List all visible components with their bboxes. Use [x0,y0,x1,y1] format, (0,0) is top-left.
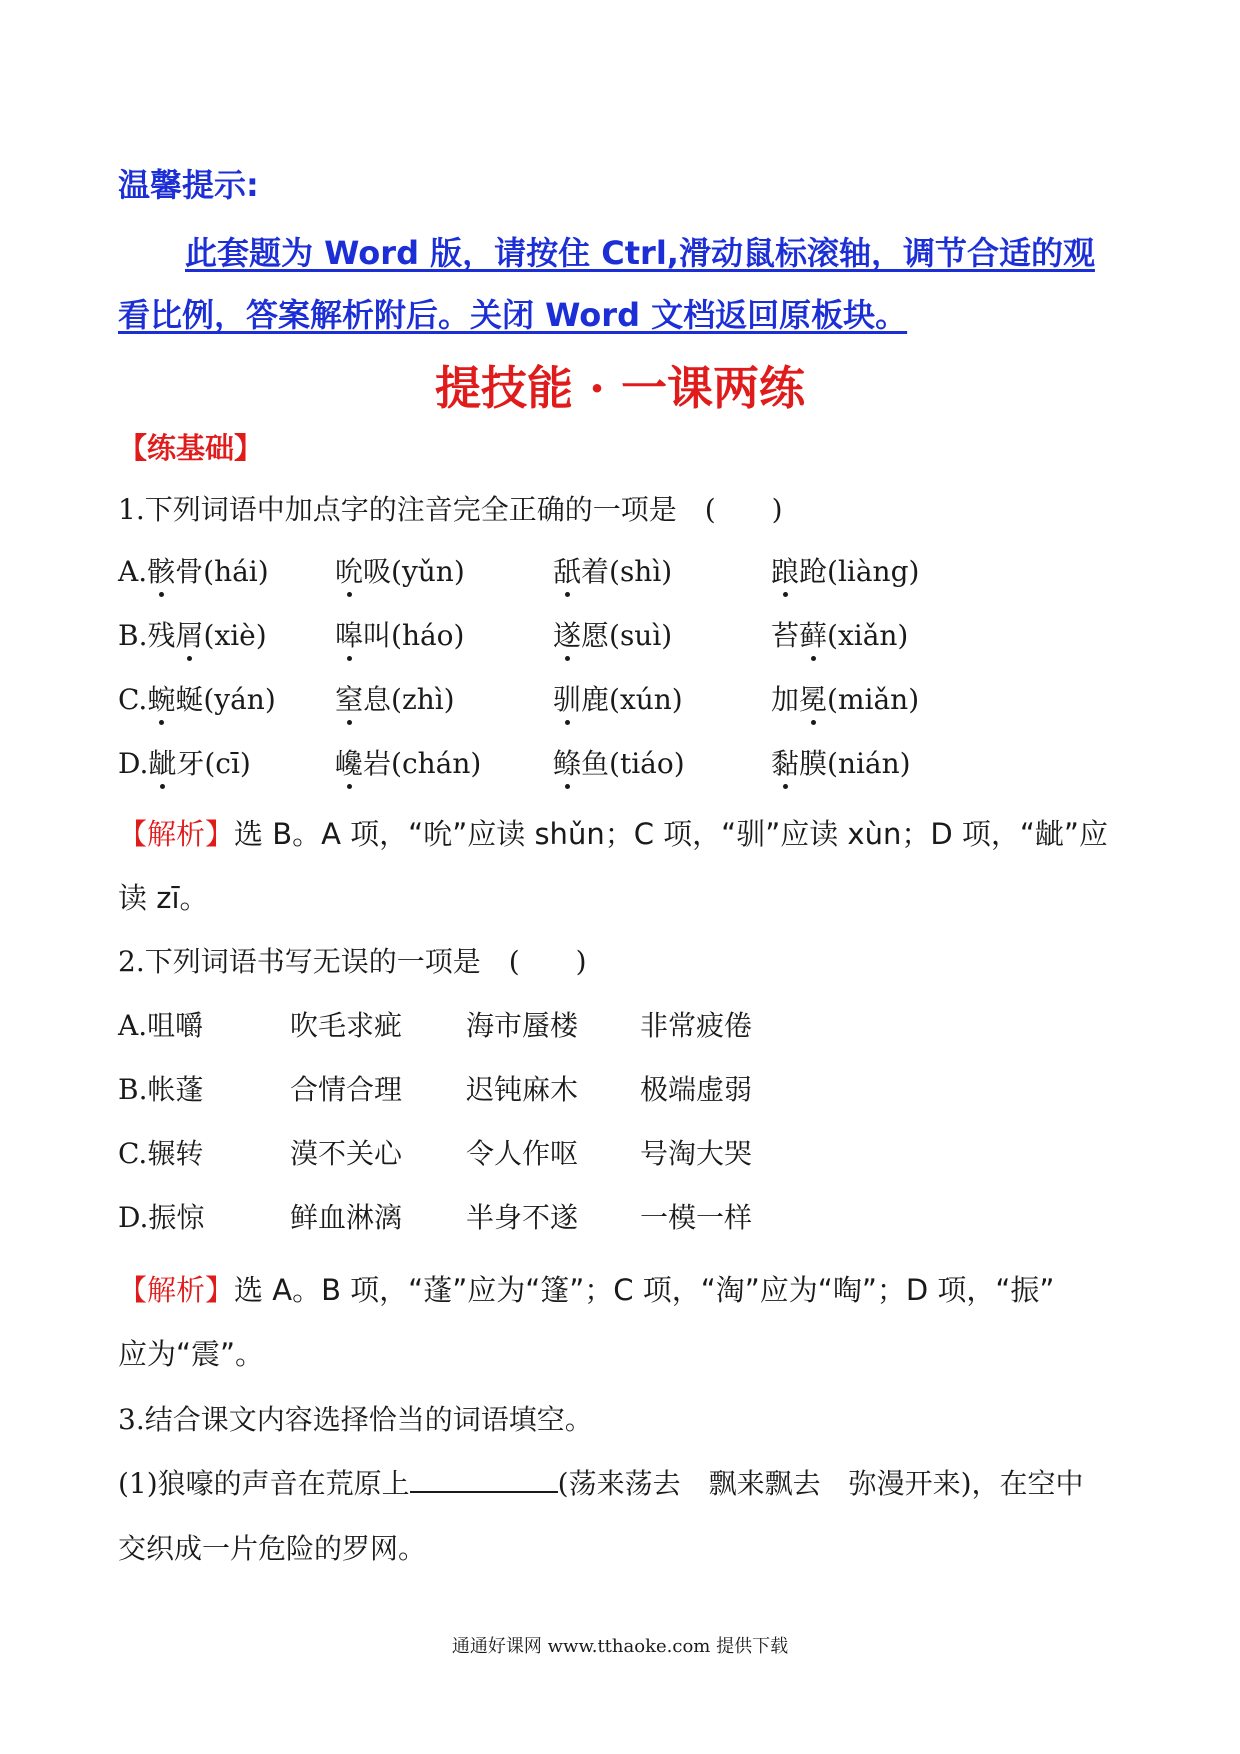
q2-option-c-word-3 [466,1132,578,1172]
word-suffix: 膜(nián) [799,747,911,780]
question-2-stem: 2.下列词语书写无误的一项是 ( ) [118,945,587,978]
q2-option-a-word-2 [290,1004,402,1044]
option-word: 一模一样 [640,1201,753,1234]
dotted-character: 蜿 [147,678,175,718]
question-1-stem: 1.下列词语中加点字的注音完全正确的一项是 ( ) [118,493,783,526]
q2-option-b-word-1 [118,1068,204,1108]
option-word: 辗转 [147,1137,204,1170]
dotted-character: 冕 [799,678,827,718]
word-suffix: 着(shì) [581,555,673,588]
dotted-character: 驯 [553,678,581,718]
q2-option-a-word-1 [118,1004,203,1044]
word-suffix: 鱼(tiáo) [581,747,685,780]
answer-blank [410,1465,558,1493]
dotted-character: 黏 [771,742,799,782]
option-label: B. [118,1073,148,1106]
q1-option-c-word-1 [118,678,276,718]
option-word: 漠不关心 [290,1137,403,1170]
q1-option-c-word-3 [553,678,683,718]
dotted-character: 舐 [553,550,581,590]
question-1-analysis-line-2: 读 zī。 [118,881,209,915]
question-3-stem: 3.结合课文内容选择恰当的词语填空。 [118,1403,593,1436]
dotted-character: 巉 [335,742,363,782]
q1-option-b-word-1 [118,614,267,654]
option-label: C. [118,1137,148,1170]
question-2-analysis-line-2: 应为“震”。 [118,1337,265,1371]
analysis-tag: 【解析】 [118,817,235,851]
option-word: 迟钝麻木 [466,1073,579,1106]
q1-option-d-word-2 [335,742,481,782]
analysis-tag: 【解析】 [118,1273,235,1307]
q2-option-b-word-2 [290,1068,402,1108]
word-suffix: 吸(yǔn) [363,555,465,588]
q1-option-b-word-3 [553,614,672,654]
analysis-text: 选 B。A 项，“吮”应读 shǔn；C 项，“驯”应读 xùn；D 项，“龇”应 [234,817,1108,851]
q2-option-b-word-3 [466,1068,578,1108]
sub-1-prefix: (1)狼嚎的声音在荒原上 [118,1467,410,1500]
dotted-character: 踉 [771,550,799,590]
dotted-character: 屑 [176,614,204,654]
option-word: 极端虚弱 [640,1073,753,1106]
option-word: 非常疲倦 [640,1009,753,1042]
word-suffix: (xiǎn) [827,619,909,652]
option-label: D. [118,747,149,780]
option-label: A. [118,555,148,588]
q2-option-d-word-3 [466,1196,578,1236]
question-3-sub-1 [118,1462,1084,1502]
word-suffix: 牙(cī) [176,747,251,780]
dotted-character: 藓 [799,614,827,654]
option-label: A. [118,1009,148,1042]
dotted-character: 骸 [147,550,175,590]
q2-option-c-word-4 [640,1132,752,1172]
q1-option-a-word-4 [771,550,919,590]
word-suffix: 蜒(yán) [175,683,276,716]
dotted-character: 龇 [148,742,176,782]
q2-option-a-word-4 [640,1004,752,1044]
footer: 通通好课网 www.tthaoke.com 提供下载 [451,1636,789,1657]
option-label: B. [118,619,148,652]
option-word: 号淘大哭 [640,1137,753,1170]
q1-option-c-word-2 [335,678,455,718]
dotted-character: 鲦 [553,742,581,782]
q2-option-a-word-3 [466,1004,578,1044]
word-suffix: 岩(chán) [363,747,482,780]
question-3-sub-1-line-2: 交织成一片危险的罗网。 [118,1532,427,1565]
word-suffix: 鹿(xún) [581,683,683,716]
q1-option-c-word-4 [771,678,919,718]
dotted-character: 嗥 [335,614,363,654]
q1-option-d-word-1 [118,742,251,782]
q1-option-a-word-2 [335,550,465,590]
option-word: 帐蓬 [147,1073,204,1106]
word-prefix: 残 [147,619,176,652]
word-suffix: 叫(háo) [363,619,465,652]
q2-option-d-word-4 [640,1196,752,1236]
dotted-character: 吮 [335,550,363,590]
section-label: 【练基础】 [118,431,264,465]
analysis-text: 选 A。B 项，“蓬”应为“篷”；C 项，“淘”应为“啕”；D 项，“振” [234,1273,1055,1307]
word-suffix: 息(zhì) [363,683,455,716]
option-word: 振惊 [148,1201,205,1234]
word-suffix: 愿(suì) [581,619,673,652]
dotted-character: 遂 [553,614,581,654]
option-word: 咀嚼 [147,1009,204,1042]
tip-title: 温馨提示: [118,166,259,204]
tip-line-1: 此套题为 Word 版，请按住 Ctrl,滑动鼠标滚轴，调节合适的观 [185,234,1095,272]
q2-option-d-word-1 [118,1196,204,1236]
option-label: D. [118,1201,149,1234]
q1-option-a-word-1 [118,550,269,590]
page-title: 提技能 · 一课两练 [434,361,806,415]
q1-option-d-word-4 [771,742,911,782]
question-2-analysis-line-1 [118,1268,1054,1309]
option-word: 海市蜃楼 [466,1009,579,1042]
word-suffix: (xiè) [203,619,267,652]
q1-option-b-word-2 [335,614,464,654]
q1-option-d-word-3 [553,742,685,782]
q2-option-c-word-2 [290,1132,402,1172]
sub-1-suffix: (荡来荡去 飘来飘去 弥漫开来)，在空中 [557,1467,1084,1500]
word-suffix: 跄(liàng) [799,555,920,588]
dotted-character: 窒 [335,678,363,718]
tip-line-2: 看比例，答案解析附后。关闭 Word 文档返回原板块。 [118,296,908,334]
option-word: 合情合理 [290,1073,403,1106]
option-word: 半身不遂 [466,1201,579,1234]
q2-option-b-word-4 [640,1068,752,1108]
q2-option-c-word-1 [118,1132,203,1172]
option-label: C. [118,683,148,716]
q1-option-a-word-3 [553,550,672,590]
option-word: 鲜血淋漓 [290,1201,403,1234]
q1-option-b-word-4 [771,614,908,654]
question-1-analysis-line-1 [118,812,1108,853]
option-word: 令人作呕 [466,1137,579,1170]
word-suffix: 骨(hái) [175,555,269,588]
q2-option-d-word-2 [290,1196,402,1236]
word-prefix: 加 [771,683,800,716]
option-word: 吹毛求疵 [290,1009,403,1042]
word-suffix: (miǎn) [827,683,920,716]
word-prefix: 苔 [771,619,800,652]
